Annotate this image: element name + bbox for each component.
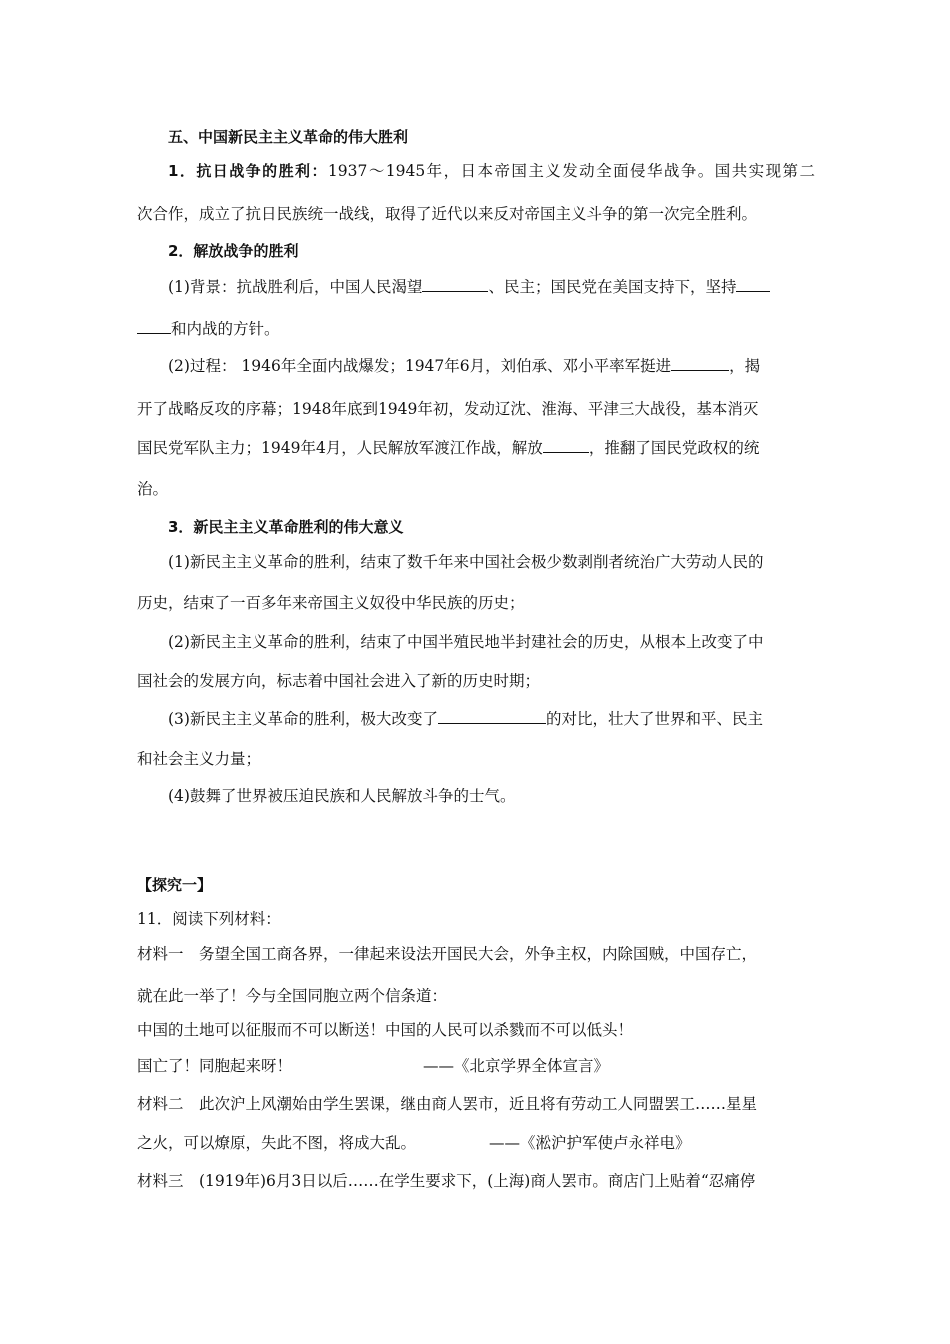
item3-point1-line2: 历史，结束了一百多年来帝国主义奴役中华民族的历史； [137, 594, 525, 612]
item2-process-line3 [137, 437, 815, 459]
bg-text-b: 、民主；国民党在美国支持下，坚持 [488, 278, 737, 296]
material1-line3: 中国的土地可以征服而不可以断送！中国的人民可以杀戮而不可以低头！ [137, 1021, 634, 1039]
item1-line1 [168, 160, 815, 182]
material1-text: 国亡了！同胞起来呀！ [137, 1057, 293, 1075]
proc-text-d: ，推翻了国民党政权的统 [588, 439, 760, 457]
item2-process-line4: 治。 [137, 480, 169, 498]
blank-field-2a[interactable] [736, 277, 770, 292]
proc-text-a: (2)过程： 1946年全面内战爆发；1947年6月，刘伯承、邓小平率军挺进 [168, 357, 672, 375]
proc-text-c: 国民党军队主力；1949年4月，人民解放军渡江作战，解放 [137, 439, 543, 457]
explore-label: 【探究一】 [137, 876, 213, 894]
item2-heading: 2．解放战争的胜利 [168, 242, 299, 260]
material2-line1: 材料二 此次沪上风潮始由学生罢课，继由商人罢市，近且将有劳动工人同盟罢工……星星 [137, 1095, 758, 1113]
section-title: 五、中国新民主主义革命的伟大胜利 [168, 128, 409, 146]
material1-line4 [137, 1055, 815, 1077]
item2-background-line1 [168, 276, 815, 298]
item3-point1-line1: (1)新民主主义革命的胜利，结束了数千年来中国社会极少数剥削者统治广大劳动人民的 [168, 553, 764, 571]
item3-point3-line2: 和社会主义力量； [137, 750, 262, 768]
material2-line2 [137, 1132, 815, 1154]
p3-text-b: 的对比，壮大了世界和平、民主 [545, 710, 763, 728]
item2-process-line1 [168, 355, 815, 377]
item3-point4: (4)鼓舞了世界被压迫民族和人民解放斗争的士气。 [168, 787, 516, 805]
item1-heading: 1．抗日战争的胜利： [168, 162, 328, 180]
item3-point2-line2: 国社会的发展方向，标志着中国社会进入了新的历史时期； [137, 672, 541, 690]
item2-background-line2 [137, 318, 815, 340]
material1-source: ——《北京学界全体宣言》 [423, 1057, 610, 1075]
item3-heading: 3．新民主主义革命胜利的伟大意义 [168, 518, 404, 536]
bg-text-a: (1)背景：抗战胜利后，中国人民渴望 [168, 278, 423, 296]
question-line: 11．阅读下列材料： [137, 910, 281, 928]
item1-text: 1937～1945年，日本帝国主义发动全面侵华战争。国共实现第二 [327, 162, 815, 180]
blank-field-1[interactable] [422, 277, 488, 292]
item3-point3-line1 [168, 708, 815, 730]
material1-line1: 材料一 务望全国工商各界，一律起来设法开国民大会，外争主权，内除国贼，中国存亡， [137, 945, 758, 963]
blank-field-5[interactable] [438, 709, 546, 724]
blank-field-4[interactable] [543, 438, 589, 453]
p3-text-a: (3)新民主主义革命的胜利，极大改变了 [168, 710, 438, 728]
bg-text-c: 和内战的方针。 [171, 320, 280, 338]
item2-process-line2: 开了战略反攻的序幕；1948年底到1949年初，发动辽沈、淮海、平津三大战役，基本消灭 [137, 400, 759, 418]
proc-text-b: ，揭 [729, 357, 761, 375]
material1-line2: 就在此一举了！今与全国同胞立两个信条道： [137, 987, 448, 1005]
blank-field-2b[interactable] [137, 319, 171, 334]
item1-line2: 次合作，成立了抗日民族统一战线，取得了近代以来反对帝国主义斗争的第一次完全胜利。 [137, 205, 758, 223]
item3-point2-line1: (2)新民主主义革命的胜利，结束了中国半殖民地半封建社会的历史，从根本上改变了中 [168, 633, 764, 651]
material2-source: ——《淞沪护军使卢永祥电》 [489, 1134, 691, 1152]
material3-line1: 材料三 (1919年)6月3日以后……在学生要求下，(上海)商人罢市。商店门上贴着“忍痛停 [137, 1172, 756, 1190]
material2-text: 之火，可以燎原，失此不图，将成大乱。 [137, 1134, 417, 1152]
blank-field-3[interactable] [671, 356, 729, 371]
